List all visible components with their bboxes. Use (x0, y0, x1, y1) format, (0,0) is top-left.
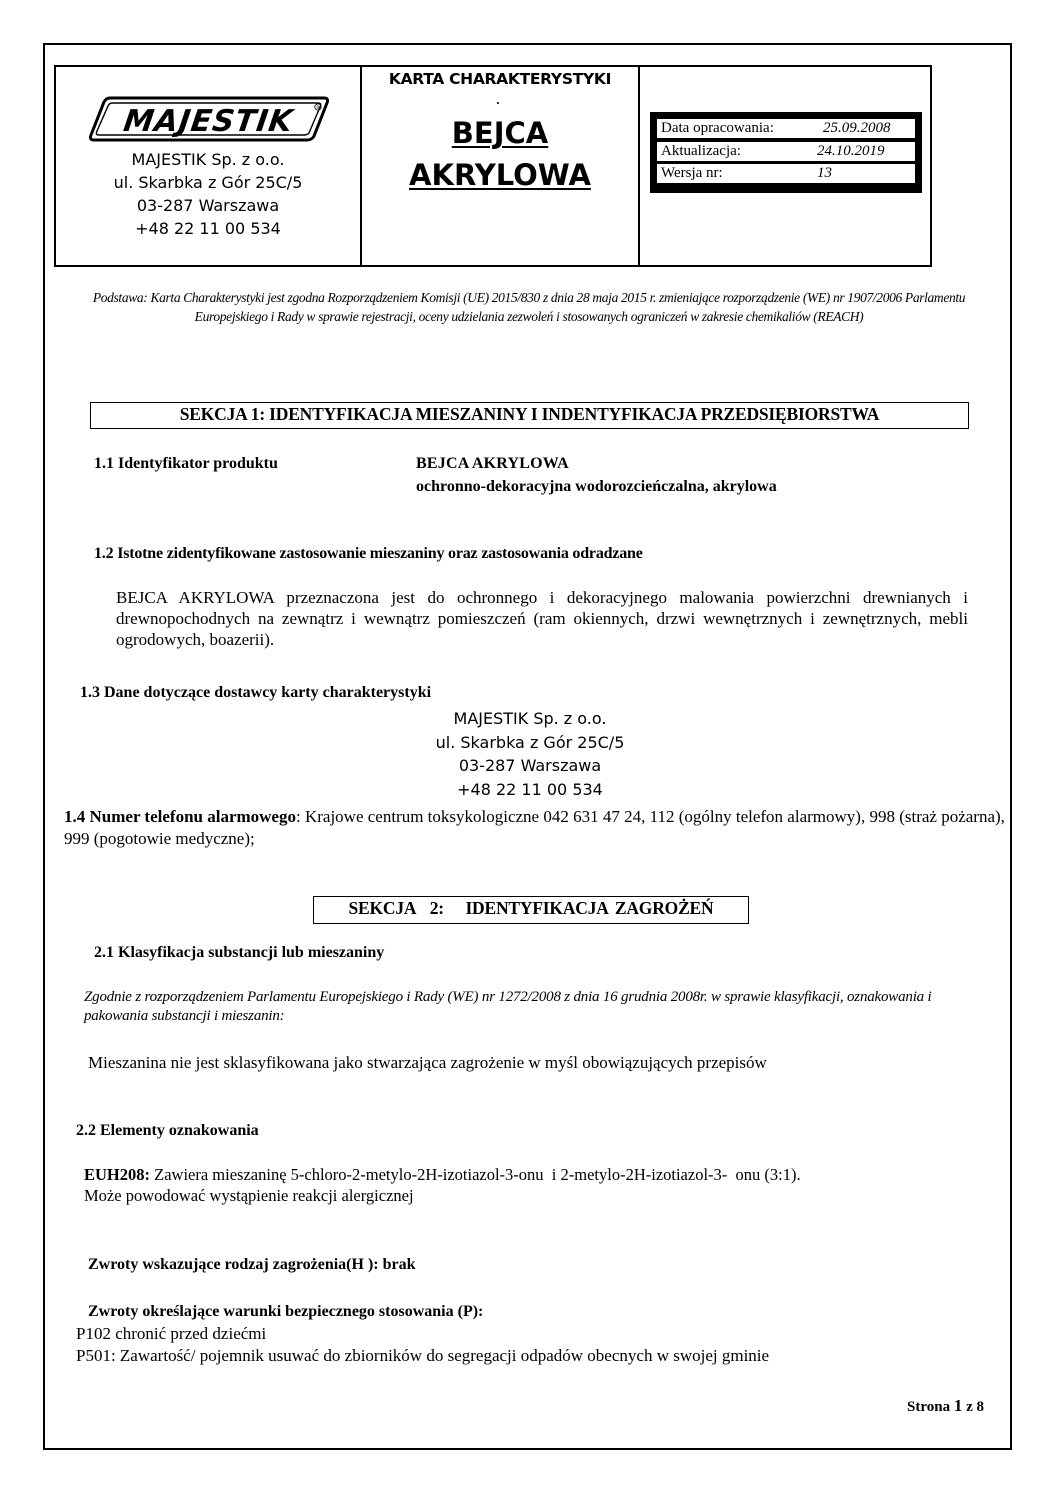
company-address (62, 148, 354, 240)
page-total: 8 (976, 1399, 984, 1415)
classification-regulation: Zgodnie z rozporządzeniem Parlamentu Europejskiego i Rady (WE) nr 1272/2008 z dnia 16 grudnia 2008r. w sprawie klasyfikacji, oznakowania i pakowania substancji i mieszanin: (84, 989, 932, 1024)
section-2-title-text: SEKCJA 2: IDENTYFIKACJA ZAGROŻEŃ (348, 898, 714, 918)
supplier-phone: +48 22 11 00 534 (457, 779, 603, 799)
document-info-box (650, 112, 922, 193)
info-value: 25.09.2008 (823, 120, 891, 136)
emergency-phone (64, 806, 1009, 850)
info-row-date (657, 119, 915, 138)
section-2-title (313, 896, 749, 924)
company-name: MAJESTIK Sp. z o.o. (131, 150, 285, 169)
product-identifier-label: 1.1 Identyfikator produktu (94, 455, 278, 472)
info-row-update (657, 142, 915, 161)
precautionary-p102: P102 chronić przed dziećmi (76, 1324, 267, 1343)
header-divider-right (638, 65, 640, 267)
euh208-statement (84, 1164, 801, 1206)
svg-text:R: R (316, 106, 320, 111)
page-separator: z (962, 1399, 977, 1415)
document-type: KARTA CHARAKTERYSTYKI (388, 70, 612, 88)
supplier-street: ul. Skarbka z Gór 25C/5 (435, 732, 625, 752)
product-identifier-desc: ochronno-dekoracyjna wodorozcieńczalna, akrylowa (416, 478, 777, 495)
company-city: 03-287 Warszawa (136, 196, 280, 215)
emergency-phone-text: : Krajowe centrum toksykologiczne 042 631 47 24, 112 (ogólny telefon alarmowy), 998 (straż pożarna), 999 (pogotowie medyczne); (64, 807, 1005, 848)
page-number (907, 1396, 984, 1416)
product-title-line1: BEJCA (451, 116, 549, 150)
classification-statement: Mieszanina nie jest sklasyfikowana jako stwarzająca zagrożenie w myśl obowiązujących przepisów (88, 1053, 767, 1072)
page-prefix: Strona (907, 1399, 954, 1415)
info-row-version (657, 164, 915, 183)
emergency-phone-label: 1.4 Numer telefonu alarmowego (64, 807, 296, 826)
precautionary-p501: P501: Zawartość/ pojemnik usuwać do zbiorników do segregacji odpadów obecnych w swojej gminie (76, 1346, 770, 1365)
regulation-basis-note: Podstawa: Karta Charakterystyki jest zgodna Rozporządzeniem Komisji (UE) 2015/830 z dnia 28 maja 2015 r. zmieniające rozporządzenie (WE) nr 1907/2006 Parlamentu Europejskiego i Rady w sprawie rejestracji, oceny udzielania zezwoleń i stosowanych ograniczeń w zakresie chemikaliów (REACH) (92, 290, 966, 324)
identified-uses-text: BEJCA AKRYLOWA przeznaczona jest do ochronnego i dekoracyjnego malowania powierzchni drewnianych i drewnopochodnych na zewnątrz i wewnątrz pomieszczeń (ram okiennych, drzwi wewnętrznych i zewnętrznych, mebli ogrodowych, boazerii). (116, 588, 968, 649)
company-street: ul. Skarbka z Gór 25C/5 (113, 173, 303, 192)
product-identifier-name: BEJCA AKRYLOWA (416, 455, 569, 472)
product-title-line2: AKRYLOWA (409, 158, 591, 192)
company-phone: +48 22 11 00 534 (135, 219, 281, 238)
info-value: 24.10.2019 (817, 142, 885, 159)
label-elements-label: 2.2 Elementy oznakowania (76, 1122, 259, 1139)
supplier-name: MAJESTIK Sp. z o.o. (453, 709, 607, 728)
info-label: Data opracowania: (661, 120, 774, 136)
precautionary-statements-label: Zwroty określające warunki bezpiecznego stosowania (P): (88, 1303, 484, 1320)
supplier-details-label: 1.3 Dane dotyczące dostawcy karty charakterystyki (80, 684, 432, 701)
header-dot: . (496, 96, 500, 107)
section-1-title: SEKCJA 1: IDENTYFIKACJA MIESZANINY I INDENTYFIKACJA PRZEDSIĘBIORSTWA (90, 402, 969, 429)
supplier-city: 03-287 Warszawa (458, 756, 602, 775)
product-title (362, 112, 638, 196)
svg-text:MAJESTIK: MAJESTIK (121, 104, 296, 139)
identified-uses-label: 1.2 Istotne zidentyfikowane zastosowanie mieszaniny oraz zastosowania odradzane (94, 545, 643, 562)
euh-text-line2: Może powodować wystąpienie reakcji alergicznej (84, 1186, 414, 1205)
majestik-logo-icon (88, 96, 330, 142)
euh-code: EUH208: (84, 1165, 150, 1184)
info-label: Wersja nr: (661, 165, 723, 181)
hazard-statements: Zwroty wskazujące rodzaj zagrożenia(H ): brak (88, 1256, 416, 1273)
euh-text-line1: Zawiera mieszaninę 5-chloro-2-metylo-2H-izotiazol-3-onu i 2-metylo-2H-izotiazol-3- onu (3:1). (150, 1165, 801, 1184)
info-label: Aktualizacja: (661, 142, 741, 159)
classification-label: 2.1 Klasyfikacja substancji lub mieszaniny (94, 944, 385, 961)
page-current: 1 (953, 1396, 963, 1415)
info-value: 13 (817, 165, 832, 181)
supplier-address (360, 707, 700, 801)
